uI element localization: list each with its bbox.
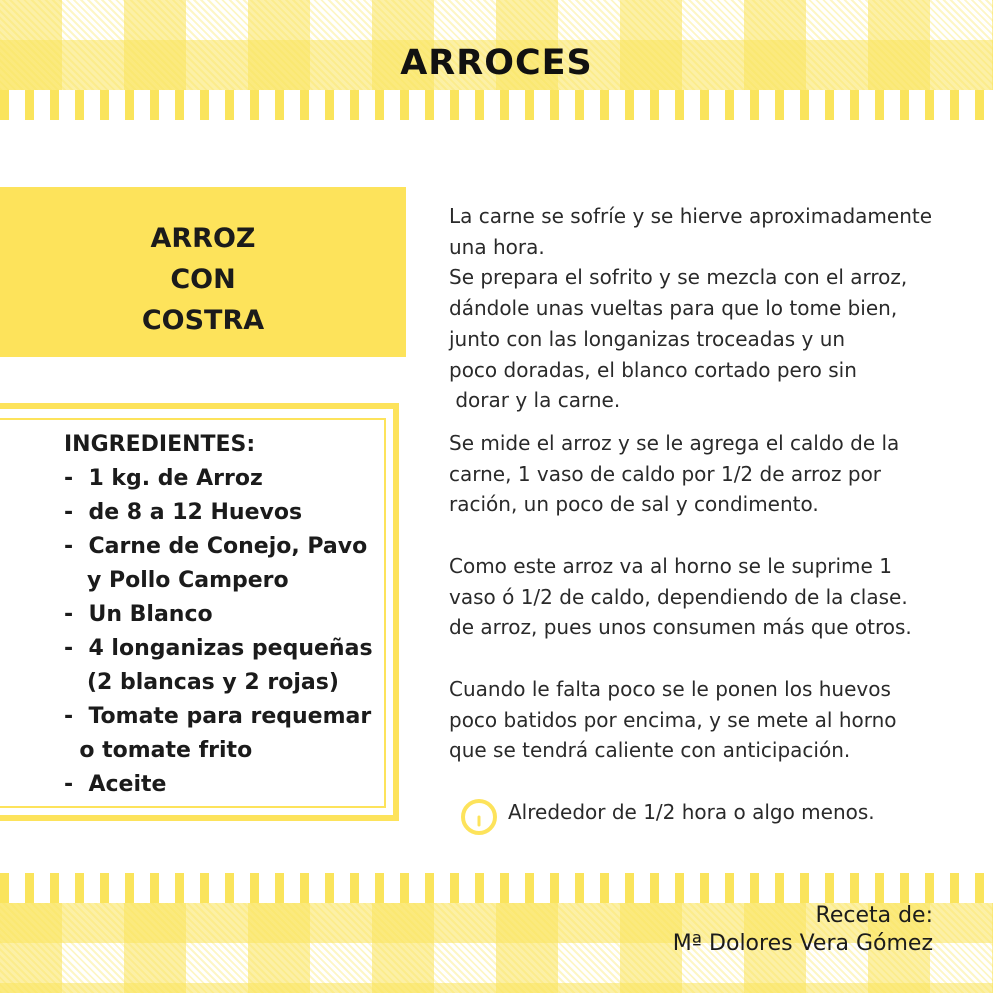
instructions-paragraph <box>449 201 969 416</box>
cooking-time-text: Alrededor de 1/2 hora o algo menos. <box>508 800 875 824</box>
text-line: de arroz, pues unos consumen más que otros. <box>449 615 912 640</box>
ingredient-item: - Tomate para requemar <box>64 704 372 729</box>
instructions-paragraph <box>449 551 969 643</box>
recipe-title-line: COSTRA <box>141 305 265 336</box>
timer-icon <box>458 796 500 838</box>
ingredients-heading: INGREDIENTES: <box>64 432 256 457</box>
recipe-title-line: CON <box>170 264 236 295</box>
ingredient-item: - Aceite <box>64 772 167 797</box>
recipe-credit <box>673 902 933 958</box>
text-line: junto con las longanizas troceadas y un <box>449 326 846 351</box>
ingredient-item: - Un Blanco <box>64 602 213 627</box>
ingredient-item: - 1 kg. de Arroz <box>64 466 263 491</box>
instructions-paragraph <box>449 674 969 766</box>
ingredient-item: - de 8 a 12 Huevos <box>64 500 303 525</box>
top-tick-border <box>0 90 993 120</box>
credit-author: Mª Dolores Vera Gómez <box>672 931 933 956</box>
ingredient-item-continued: (2 blancas y 2 rojas) <box>64 670 339 695</box>
text-line: Cuando le falta poco se le ponen los huevos <box>449 677 891 701</box>
page-title: ARROCES <box>400 43 593 83</box>
ingredient-item: - 4 longanizas pequeñas <box>64 636 373 661</box>
text-line: Se mide el arroz y se le agrega el caldo de la <box>449 431 900 455</box>
text-line: dándole unas vueltas para que lo tome bien, <box>449 296 898 321</box>
text-line: Como este arroz va al horno se le suprime 1 <box>449 554 892 578</box>
ingredient-item-continued: o tomate frito <box>64 738 253 763</box>
recipe-title <box>0 218 406 341</box>
ingredient-item-continued: y Pollo Campero <box>64 568 289 593</box>
text-line: una hora. <box>449 234 545 259</box>
instructions-paragraph <box>449 428 969 520</box>
credit-label: Receta de: <box>815 903 933 928</box>
bottom-tick-border <box>0 873 993 903</box>
text-line: poco batidos por encima, y se mete al horno <box>449 707 897 732</box>
text-line: vaso ó 1/2 de caldo, dependiendo de la clase. <box>449 584 908 609</box>
text-line: que se tendrá caliente con anticipación. <box>449 738 851 763</box>
text-line: La carne se sofríe y se hierve aproximadamente <box>449 204 933 228</box>
text-line: dorar y la carne. <box>449 388 621 413</box>
ingredient-item: - Carne de Conejo, Pavo <box>64 534 368 559</box>
ingredients-list <box>64 428 394 802</box>
text-line: poco doradas, el blanco cortado pero sin <box>449 357 857 382</box>
text-line: carne, 1 vaso de caldo por 1/2 de arroz por <box>449 461 882 486</box>
text-line: ración, un poco de sal y condimento. <box>449 492 819 517</box>
text-line: Se prepara el sofrito y se mezcla con el arroz, <box>449 265 908 290</box>
recipe-title-line: ARROZ <box>150 223 256 254</box>
